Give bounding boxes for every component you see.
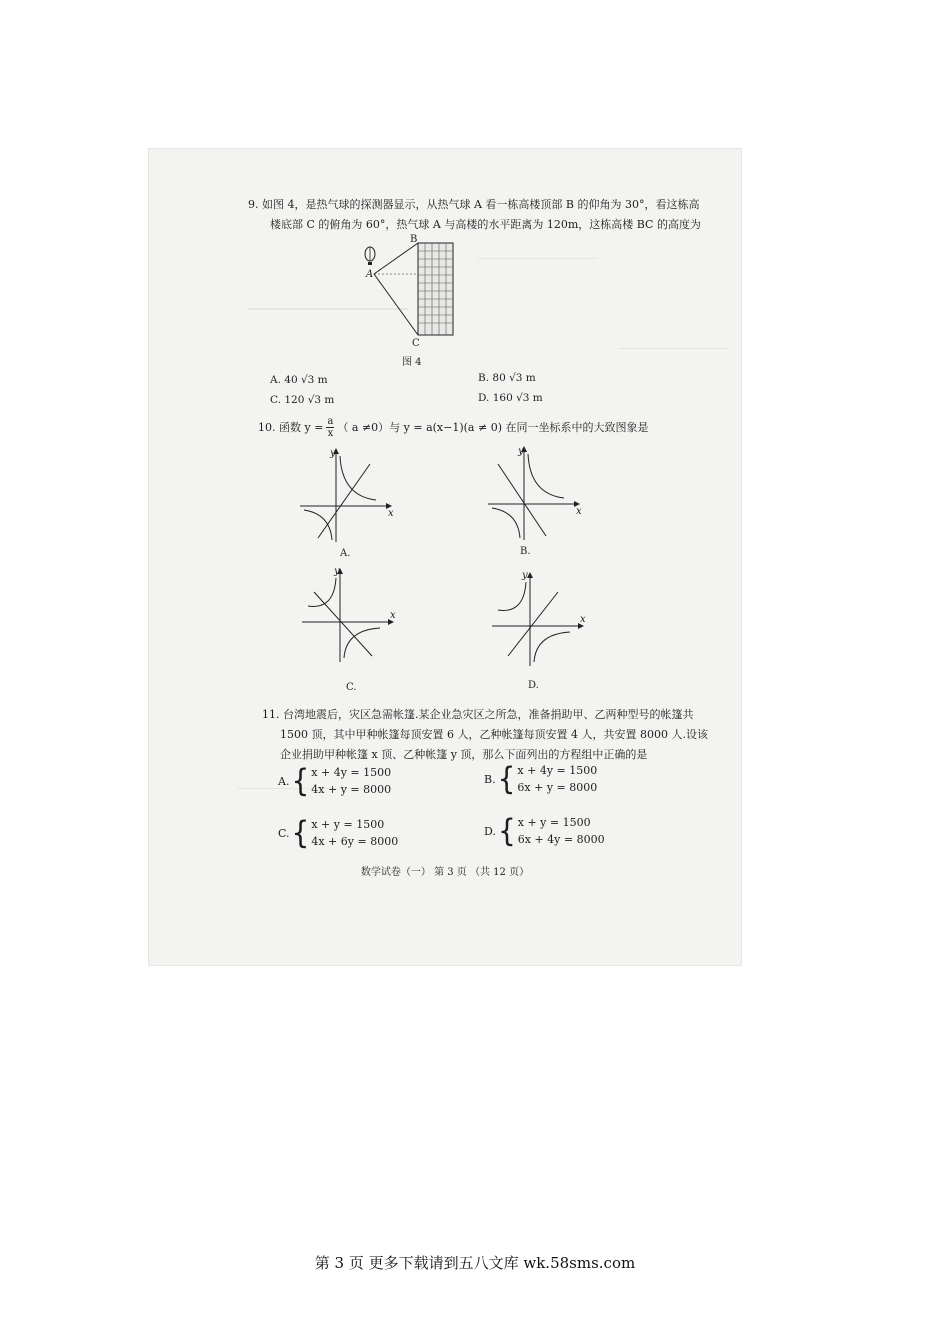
- graph-d: [488, 570, 584, 670]
- page-footer: 第 3 页 更多下载请到五八文库 wk.58sms.com: [314, 1254, 636, 1272]
- graph-c-x-axis-label: x: [390, 610, 396, 621]
- q11-option-d-label: D.: [484, 824, 496, 838]
- q11-option-b: [484, 762, 597, 796]
- q9-option-b: B. 80 √3 m: [478, 372, 536, 384]
- figure-4-diagram: [348, 233, 478, 353]
- graph-a-x-axis-label: x: [388, 508, 394, 519]
- q9-option-d: D. 160 √3 m: [478, 392, 543, 404]
- q11-option-b-label: B.: [484, 772, 496, 786]
- q11-text-line2: 1500 顶，其中甲种帐篷每顶安置 6 人，乙种帐篷每顶安置 4 人，共安置 8000 人.设该: [280, 728, 708, 741]
- q11-text-line3: 企业捐助甲种帐篷 x 顶、乙种帐篷 y 顶，那么下面列出的方程组中正确的是: [280, 748, 648, 761]
- q9-text-line2: 楼底部 C 的俯角为 60°，热气球 A 与高楼的水平距离为 120m，这栋高楼 BC 的高度为: [270, 218, 701, 231]
- brace-icon: {: [497, 760, 516, 797]
- sight-line-ab: [374, 243, 418, 274]
- graph-b-y-axis-label: y: [518, 446, 524, 457]
- q11-option-b-eq2: 6x + y = 8000: [517, 781, 598, 794]
- q11-option-d-eq2: 6x + 4y = 8000: [517, 833, 605, 846]
- bleed-through-mark: [618, 348, 728, 349]
- hot-air-balloon-icon: [365, 247, 375, 265]
- graph-c-label: C.: [346, 682, 357, 693]
- q11-option-b-eq1: x + 4y = 1500: [517, 764, 598, 777]
- q11-option-c-eq1: x + y = 1500: [311, 818, 385, 831]
- q9-option-c: C. 120 √3 m: [270, 394, 335, 406]
- graph-d-x-axis-label: x: [580, 614, 586, 625]
- scanned-page: [148, 148, 742, 966]
- q11-option-c: [278, 816, 398, 850]
- q11-option-a: [278, 764, 391, 798]
- figure-4-caption: 图 4: [402, 357, 422, 368]
- graph-b-label: B.: [520, 546, 531, 557]
- bleed-through-mark: [478, 258, 598, 259]
- building-icon: [418, 243, 453, 335]
- q11-option-a-eq2: 4x + y = 8000: [311, 783, 392, 796]
- point-b-label: B: [410, 234, 418, 245]
- q11-option-a-eq1: x + 4y = 1500: [311, 766, 392, 779]
- brace-icon: {: [497, 812, 516, 849]
- q9-option-a: A. 40 √3 m: [270, 374, 328, 386]
- sight-line-ac: [374, 274, 418, 335]
- graph-c-y-axis-label: y: [334, 566, 340, 577]
- scan-page-footer: 数学试卷（一） 第 3 页 （共 12 页）: [360, 867, 530, 878]
- point-c-label: C: [412, 338, 420, 349]
- q10-text: [258, 416, 648, 439]
- q10-prefix: 10. 函数 y =: [258, 420, 324, 434]
- graph-a-label: A.: [340, 548, 351, 559]
- brace-icon: {: [291, 814, 310, 851]
- q11-option-d-eq1: x + y = 1500: [517, 816, 591, 829]
- q11-option-c-label: C.: [278, 826, 290, 840]
- q11-option-c-eq2: 4x + 6y = 8000: [311, 835, 399, 848]
- q11-text-line1: 11. 台湾地震后，灾区急需帐篷.某企业急灾区之所急，准备捐助甲、乙两种型号的帐篷共: [262, 708, 694, 721]
- q9-text-line1: 9. 如图 4，是热气球的探测器显示，从热气球 A 看一栋高楼顶部 B 的仰角为 30°，看这栋高: [248, 198, 700, 211]
- graph-d-label: D.: [528, 680, 539, 691]
- point-a-label: A: [366, 269, 374, 280]
- brace-icon: {: [291, 762, 310, 799]
- q11-option-d: [484, 814, 605, 848]
- q10-fraction-numerator: a: [327, 416, 334, 427]
- graph-d-y-axis-label: y: [522, 570, 528, 581]
- graph-b: [484, 444, 580, 544]
- graph-b-x-axis-label: x: [576, 506, 582, 517]
- q10-fraction-denominator: x: [327, 428, 334, 439]
- graph-c: [298, 566, 394, 666]
- q10-suffix: （ a ≠0）与 y = a(x−1)(a ≠ 0) 在同一坐标系中的大致图象是: [337, 420, 649, 434]
- graph-a-y-axis-label: y: [330, 448, 336, 459]
- q10-fraction: [326, 416, 334, 439]
- q11-option-a-label: A.: [278, 774, 290, 788]
- graph-a: [296, 446, 392, 546]
